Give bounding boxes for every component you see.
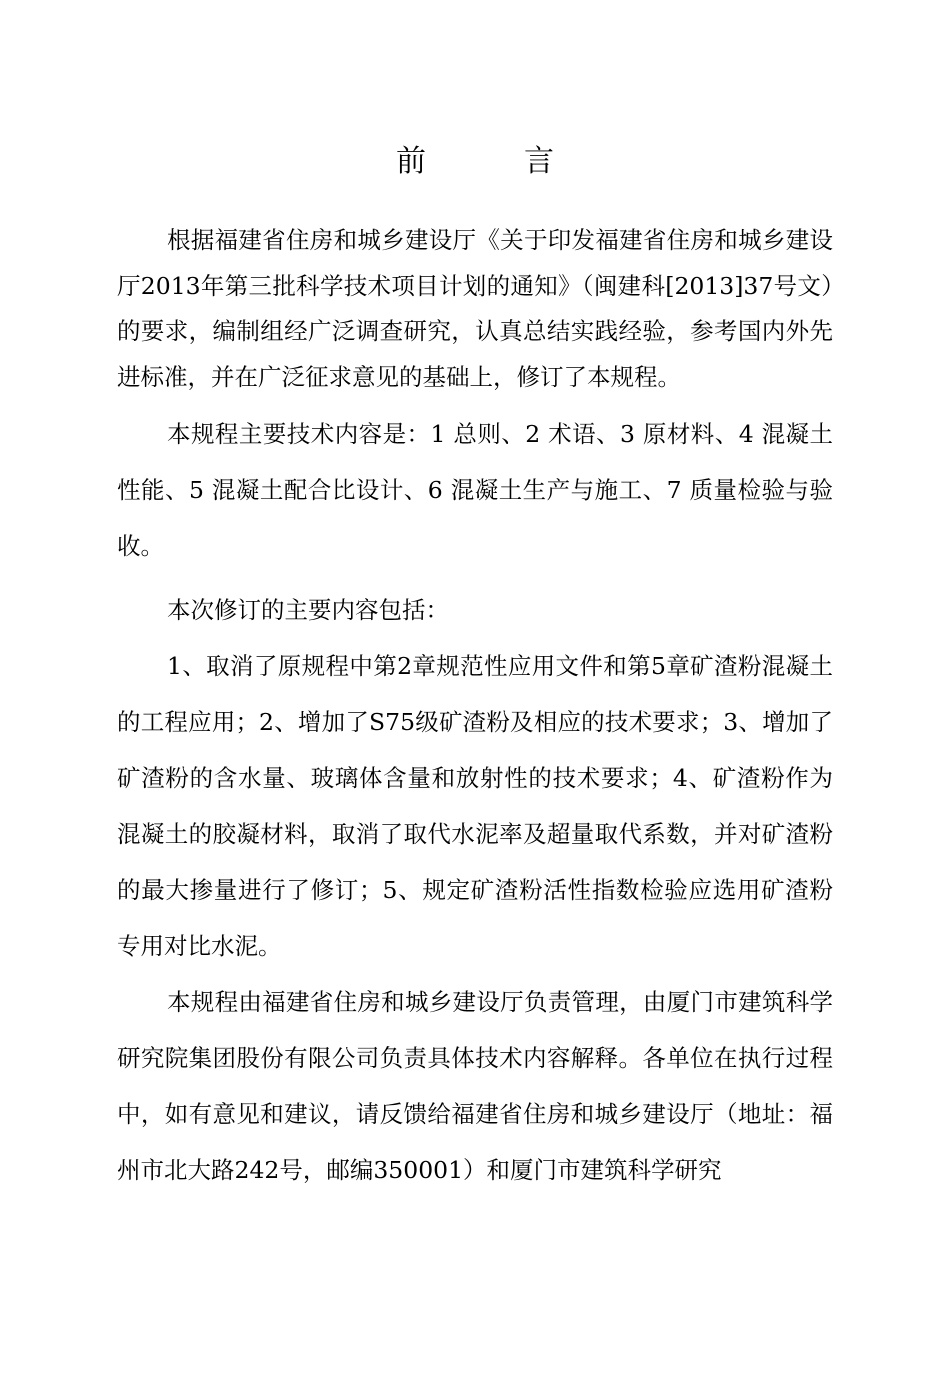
page-title: 前 言 — [396, 144, 588, 179]
paragraph-revision-intro: 本次修订的主要内容包括： — [167, 596, 449, 624]
paragraph-main-contents: 本规程主要技术内容是：1 总则、2 术语、3 原材料、4 混凝土性能、5 混凝土配合比设计、6 混凝土生产与施工、7 质量检验与验收。 — [117, 420, 833, 560]
paragraph-revision-items: 1、取消了原规程中第2章规范性应用文件和第5章矿渣粉混凝土的工程应用；2、增加了S75级矿渣粉及相应的技术要求；3、增加了矿渣粉的含水量、玻璃体含量和放射性的技术要求；4、矿渣粉作为混凝土的胶凝材料，取消了取代水泥率及超量取代系数，并对矿渣粉的最大掺量进行了修订；5、规定矿渣粉活性指数检验应选用矿渣粉专用对比水泥。 — [117, 652, 833, 960]
paragraph-management: 本规程由福建省住房和城乡建设厅负责管理，由厦门市建筑科学研究院集团股份有限公司负责具体技术内容解释。各单位在执行过程中，如有意见和建议，请反馈给福建省住房和城乡建设厅（地址：福州市北大路242号，邮编350001）和厦门市建筑科学研究 — [117, 988, 833, 1184]
document-body — [117, 218, 833, 1198]
paragraph-basis: 根据福建省住房和城乡建设厅《关于印发福建省住房和城乡建设厅2013年第三批科学技术项目计划的通知》（闽建科[2013]37号文）的要求，编制组经广泛调查研究，认真总结实践经验，参考国内外先进标准，并在广泛征求意见的基础上，修订了本规程。 — [117, 226, 833, 391]
